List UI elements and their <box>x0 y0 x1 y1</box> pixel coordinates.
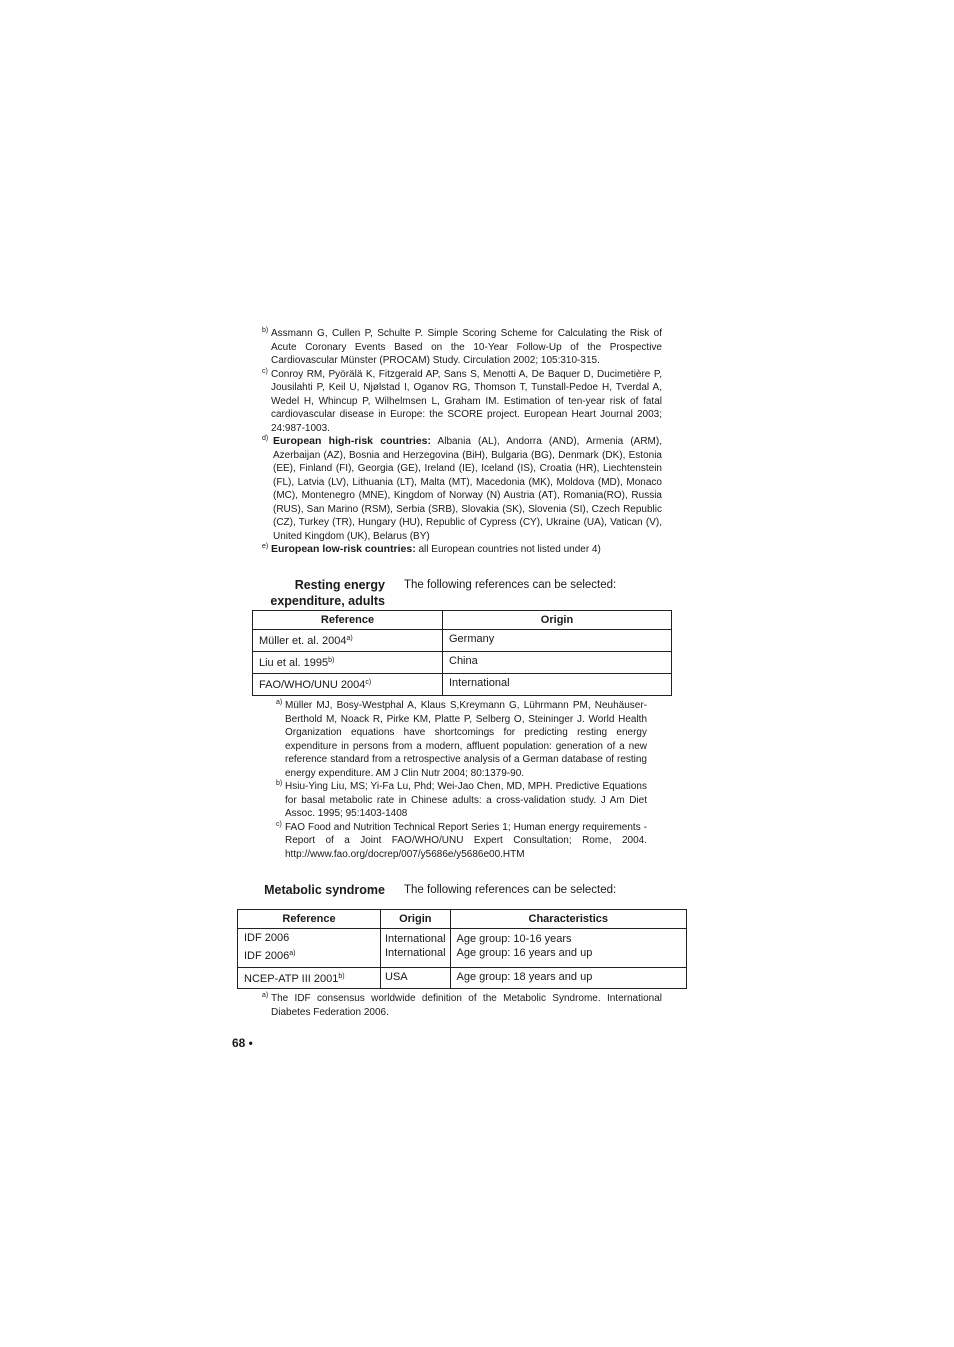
cell-reference <box>253 630 443 652</box>
cell-reference <box>253 674 443 696</box>
footnote-a <box>262 992 662 1019</box>
footnote-mark: c) <box>276 820 282 828</box>
top-footnotes <box>262 327 662 557</box>
footnote-bold-label: European high-risk countries: <box>273 435 431 447</box>
reference-mark: c) <box>365 679 372 686</box>
ree-section-title <box>240 577 385 609</box>
cell-characteristics: Age group: 18 years and up <box>450 968 686 989</box>
table-row <box>238 968 687 989</box>
ms-footnotes <box>262 992 662 1019</box>
header-characteristics: Characteristics <box>450 910 686 929</box>
cell-origin <box>381 929 451 968</box>
characteristics-text: Age group: 10-16 years <box>456 933 572 945</box>
table-row <box>253 652 672 674</box>
ms-table <box>237 909 687 989</box>
reference-text: Liu et al. 1995 <box>259 657 329 669</box>
reference-text: FAO/WHO/UNU 2004 <box>259 679 366 691</box>
footnote-d <box>262 435 662 543</box>
table-header-row <box>253 611 672 630</box>
reference-text: Müller et. al. 2004 <box>259 635 347 647</box>
header-origin: Origin <box>443 611 672 630</box>
footnote-text: Müller MJ, Bosy-Westphal A, Klaus S,Kreymann G, Lührmann PM, Neuhäuser-Berthold M, Noack R, Pirke KM, Platte P, Selberg O, Steininger J. World Health Organization equations have shortcomings for predicting resting energy expenditure in persons from a modern, affluent population: generation of a new reference standard from a retrospective analysis of a German database of resting energy expenditure. AM J Clin Nutr 2004; 80:1379-90. <box>285 700 647 779</box>
footnote-c <box>276 821 647 862</box>
footnote-mark: b) <box>262 327 269 334</box>
footnote-b <box>276 780 647 821</box>
ms-intro: The following references can be selected: <box>404 884 617 896</box>
cell-origin: Germany <box>443 630 672 652</box>
cell-reference <box>238 968 381 989</box>
footnote-text: all European countries not listed under 4) <box>418 544 601 555</box>
footnote-text: The IDF consensus worldwide definition of the Metabolic Syndrome. International Diabetes Federation 2006. <box>271 993 662 1018</box>
cell-characteristics <box>450 929 686 968</box>
footnote-text: Albania (AL), Andorra (AND), Armenia (ARM), Azerbaijan (AZ), Bosnia and Herzegovina (BiH), Bulgaria (BG), Denmark (DK), Estonia (EE), Finland (FI), Georgia (GE), Ireland (IE), Iceland (IS), Croatia (HR), Liechtenstein (FL), Latvia (LV), Lithuania (LT), Malta (MT), Macedonia (MK), Moldova (MD), Monaco (MC), Montenegro (MNE), Kingdom of Norway (N) Austria (AT), Romania(RO), Russia (RUS), San Marino (RSM), Serbia (SRB), Slovakia (SK), Slovenia (SI), Czech Republic (CZ), Turkey (TR), Hungary (HU), Republic of Cypress (CY), Ukraine (UA), Vatican (V), United Kingdom (UK), Belarus (BY) <box>273 436 662 542</box>
table-header-row <box>238 910 687 929</box>
reference-mark: a) <box>289 950 296 957</box>
ree-intro: The following references can be selected: <box>404 579 617 591</box>
footnote-mark: c) <box>262 367 268 375</box>
cell-origin: China <box>443 652 672 674</box>
table-row <box>253 674 672 696</box>
header-origin: Origin <box>381 910 451 929</box>
table-row <box>238 929 687 968</box>
footnote-mark: b) <box>276 780 283 787</box>
footnote-text: Hsiu-Ying Liu, MS; Yi-Fa Lu, Phd; Wei-Jao Chen, MD, MPH. Predictive Equations for basal metabolic rate in Chinese adults: a cross-validation study. J Am Diet Assoc. 1995; 95:1403-1408 <box>285 781 647 819</box>
footnote-bold-label: European low-risk countries: <box>271 543 416 555</box>
footnote-b <box>262 327 662 368</box>
ree-title-line2: expenditure, adults <box>270 594 385 608</box>
cell-reference <box>253 652 443 674</box>
footnote-text: Conroy RM, Pyörälä K, Fitzgerald AP, Sans S, Menotti A, De Baquer D, Ducimetière P, Jousilahti P, Keil U, Njølstad I, Oganov RG, Thomson T, Tunstall-Pedoe H, Tverdal A, Wedel H, Whincup P, Wilhelmsen L, Graham IM. Estimation of ten-year risk of fatal cardiovascular disease in Europe: the SCORE project. European Heart Journal 2003; 24:987-1003. <box>271 368 662 434</box>
footnote-mark: a) <box>276 699 283 706</box>
reference-text: IDF 2006 <box>244 950 290 962</box>
cell-origin: USA <box>381 968 451 989</box>
footnote-mark: e) <box>262 543 269 550</box>
origin-text: International <box>385 947 446 959</box>
ree-footnotes <box>276 699 647 861</box>
footnote-e <box>262 543 662 557</box>
footnote-mark: d) <box>262 435 269 442</box>
footnote-text: Assmann G, Cullen P, Schulte P. Simple Scoring Scheme for Calculating the Risk of Acute Coronary Events Based on the 10-Year Follow-Up of the Prospective Cardiovascular Münster (PROCAM) Study. Circulation 2002; 105:310-315. <box>271 328 662 366</box>
origin-text: International <box>385 933 446 945</box>
reference-text: IDF 2006 <box>244 932 290 944</box>
cell-origin: International <box>443 674 672 696</box>
footnote-mark: a) <box>262 992 269 999</box>
header-reference: Reference <box>238 910 381 929</box>
footnote-c <box>262 368 662 436</box>
cell-reference <box>238 929 381 968</box>
footnote-a <box>276 699 647 780</box>
table-row <box>253 630 672 652</box>
header-reference: Reference <box>253 611 443 630</box>
reference-mark: a) <box>346 635 353 642</box>
reference-mark: b) <box>328 657 335 664</box>
ree-table <box>252 610 672 696</box>
reference-mark: b) <box>338 973 345 980</box>
reference-text: NCEP-ATP III 2001 <box>244 973 339 985</box>
ree-title-line1: Resting energy <box>294 578 385 592</box>
characteristics-text: Age group: 16 years and up <box>456 947 593 959</box>
footnote-text: FAO Food and Nutrition Technical Report Series 1; Human energy requirements - Report of a Joint FAO/WHO/UNU Expert Consultation; Rome, 2004. http://www.fao.org/docrep/007/y5686e/y5686e00.HTM <box>285 821 647 860</box>
ms-section-title: Metabolic syndrome <box>264 883 385 897</box>
page-number: 68 • <box>232 1036 253 1050</box>
